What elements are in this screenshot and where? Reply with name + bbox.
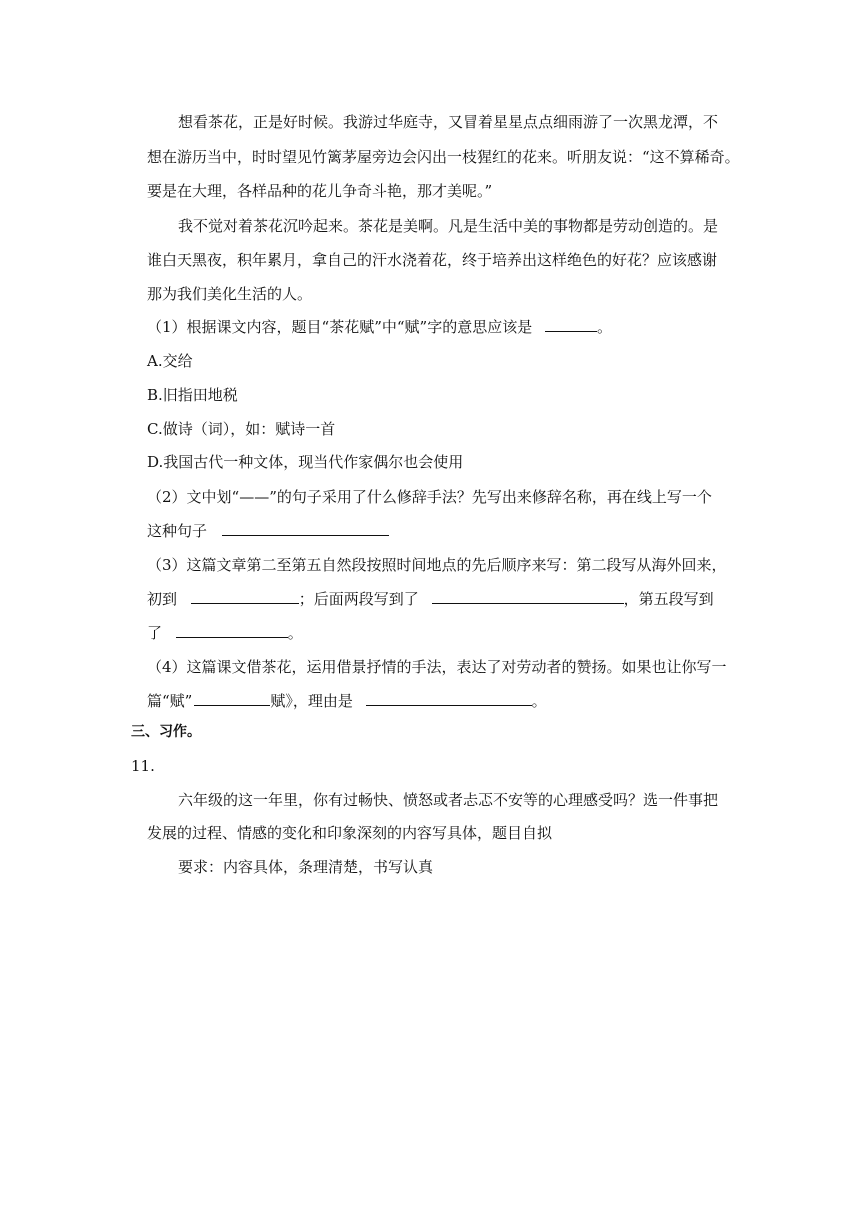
question-2-text: 这种句子 <box>147 522 208 540</box>
answer-blank[interactable] <box>366 691 532 706</box>
option-b: B.旧指田地税 <box>147 386 238 404</box>
question-2-line2 <box>147 521 389 541</box>
question-1-stem <box>147 317 612 337</box>
passage-p1-line1: 想看茶花，正是好时候。我游过华庭寺，又冒着星星点点细雨游了一次黑龙潭，不 <box>178 113 719 131</box>
passage-p2-line2: 谁白天黑夜，积年累月，拿自己的汗水浇着花，终于培养出这样绝色的好花？应该感谢 <box>147 251 718 269</box>
answer-blank[interactable] <box>222 521 389 536</box>
writing-prompt-line2: 发展的过程、情感的变化和印象深刻的内容写具体，题目自拟 <box>147 824 553 842</box>
answer-blank[interactable] <box>545 317 597 332</box>
passage-p2-line1: 我不觉对着茶花沉吟起来。茶花是美啊。凡是生活中美的事物都是劳动创造的。是 <box>178 217 719 235</box>
question-1-text: （1）根据课文内容，题目“茶花赋”中“赋”字的意思应该是 <box>147 318 533 336</box>
passage-p2-line3: 那为我们美化生活的人。 <box>147 285 313 303</box>
question-3-line3 <box>147 623 303 643</box>
question-3-text-c: ，第五段写到 <box>623 590 714 608</box>
question-3-text-d: 了 <box>147 624 163 642</box>
question-4-text-a: 篇“赋” <box>147 692 193 710</box>
answer-blank[interactable] <box>191 589 299 604</box>
writing-prompt-line1: 六年级的这一年里，你有过畅快、愤怒或者忐忑不安等的心理感受吗？选一件事把 <box>178 791 719 809</box>
answer-blank[interactable] <box>194 691 270 706</box>
passage-p1-line2: 想在游历当中，时时望见竹篱茅屋旁边会闪出一枝猩红的花来。听朋友说：“这不算稀奇。 <box>147 148 740 166</box>
question-number: 11. <box>131 757 155 775</box>
question-3-text-e: 。 <box>287 624 303 642</box>
option-a: A.交给 <box>147 352 193 370</box>
question-3-text-b: ；后面两段写到了 <box>298 590 419 608</box>
question-4-text-c: 。 <box>531 692 547 710</box>
answer-blank[interactable] <box>176 623 288 638</box>
option-d: D.我国古代一种文体，现当代作家偶尔也会使用 <box>147 453 464 471</box>
option-c: C.做诗（词），如：赋诗一首 <box>147 420 336 438</box>
passage-p1-line3: 要是在大理，各样品种的花儿争奇斗艳，那才美呢。” <box>147 182 493 200</box>
question-1-end: 。 <box>597 318 613 336</box>
answer-blank[interactable] <box>432 589 624 604</box>
question-3-text-a: 初到 <box>147 590 178 608</box>
section-heading: 三、习作。 <box>131 724 201 740</box>
question-3-line2 <box>147 589 714 609</box>
question-2-line1: （2）文中划“——”的句子采用了什么修辞手法？先写出来修辞名称，再在线上写一个 <box>147 488 712 506</box>
question-4-text-b: 赋》，理由是 <box>270 692 353 710</box>
question-3-line1: （3）这篇文章第二至第五自然段按照时间地点的先后顺序来写：第二段写从海外回来， <box>147 556 727 574</box>
writing-requirement: 要求：内容具体，条理清楚，书写认真 <box>178 858 434 876</box>
question-4-line1: （4）这篇课文借茶花，运用借景抒情的手法，表达了对劳动者的赞扬。如果也让你写一 <box>147 658 727 676</box>
question-4-line2 <box>147 691 547 711</box>
